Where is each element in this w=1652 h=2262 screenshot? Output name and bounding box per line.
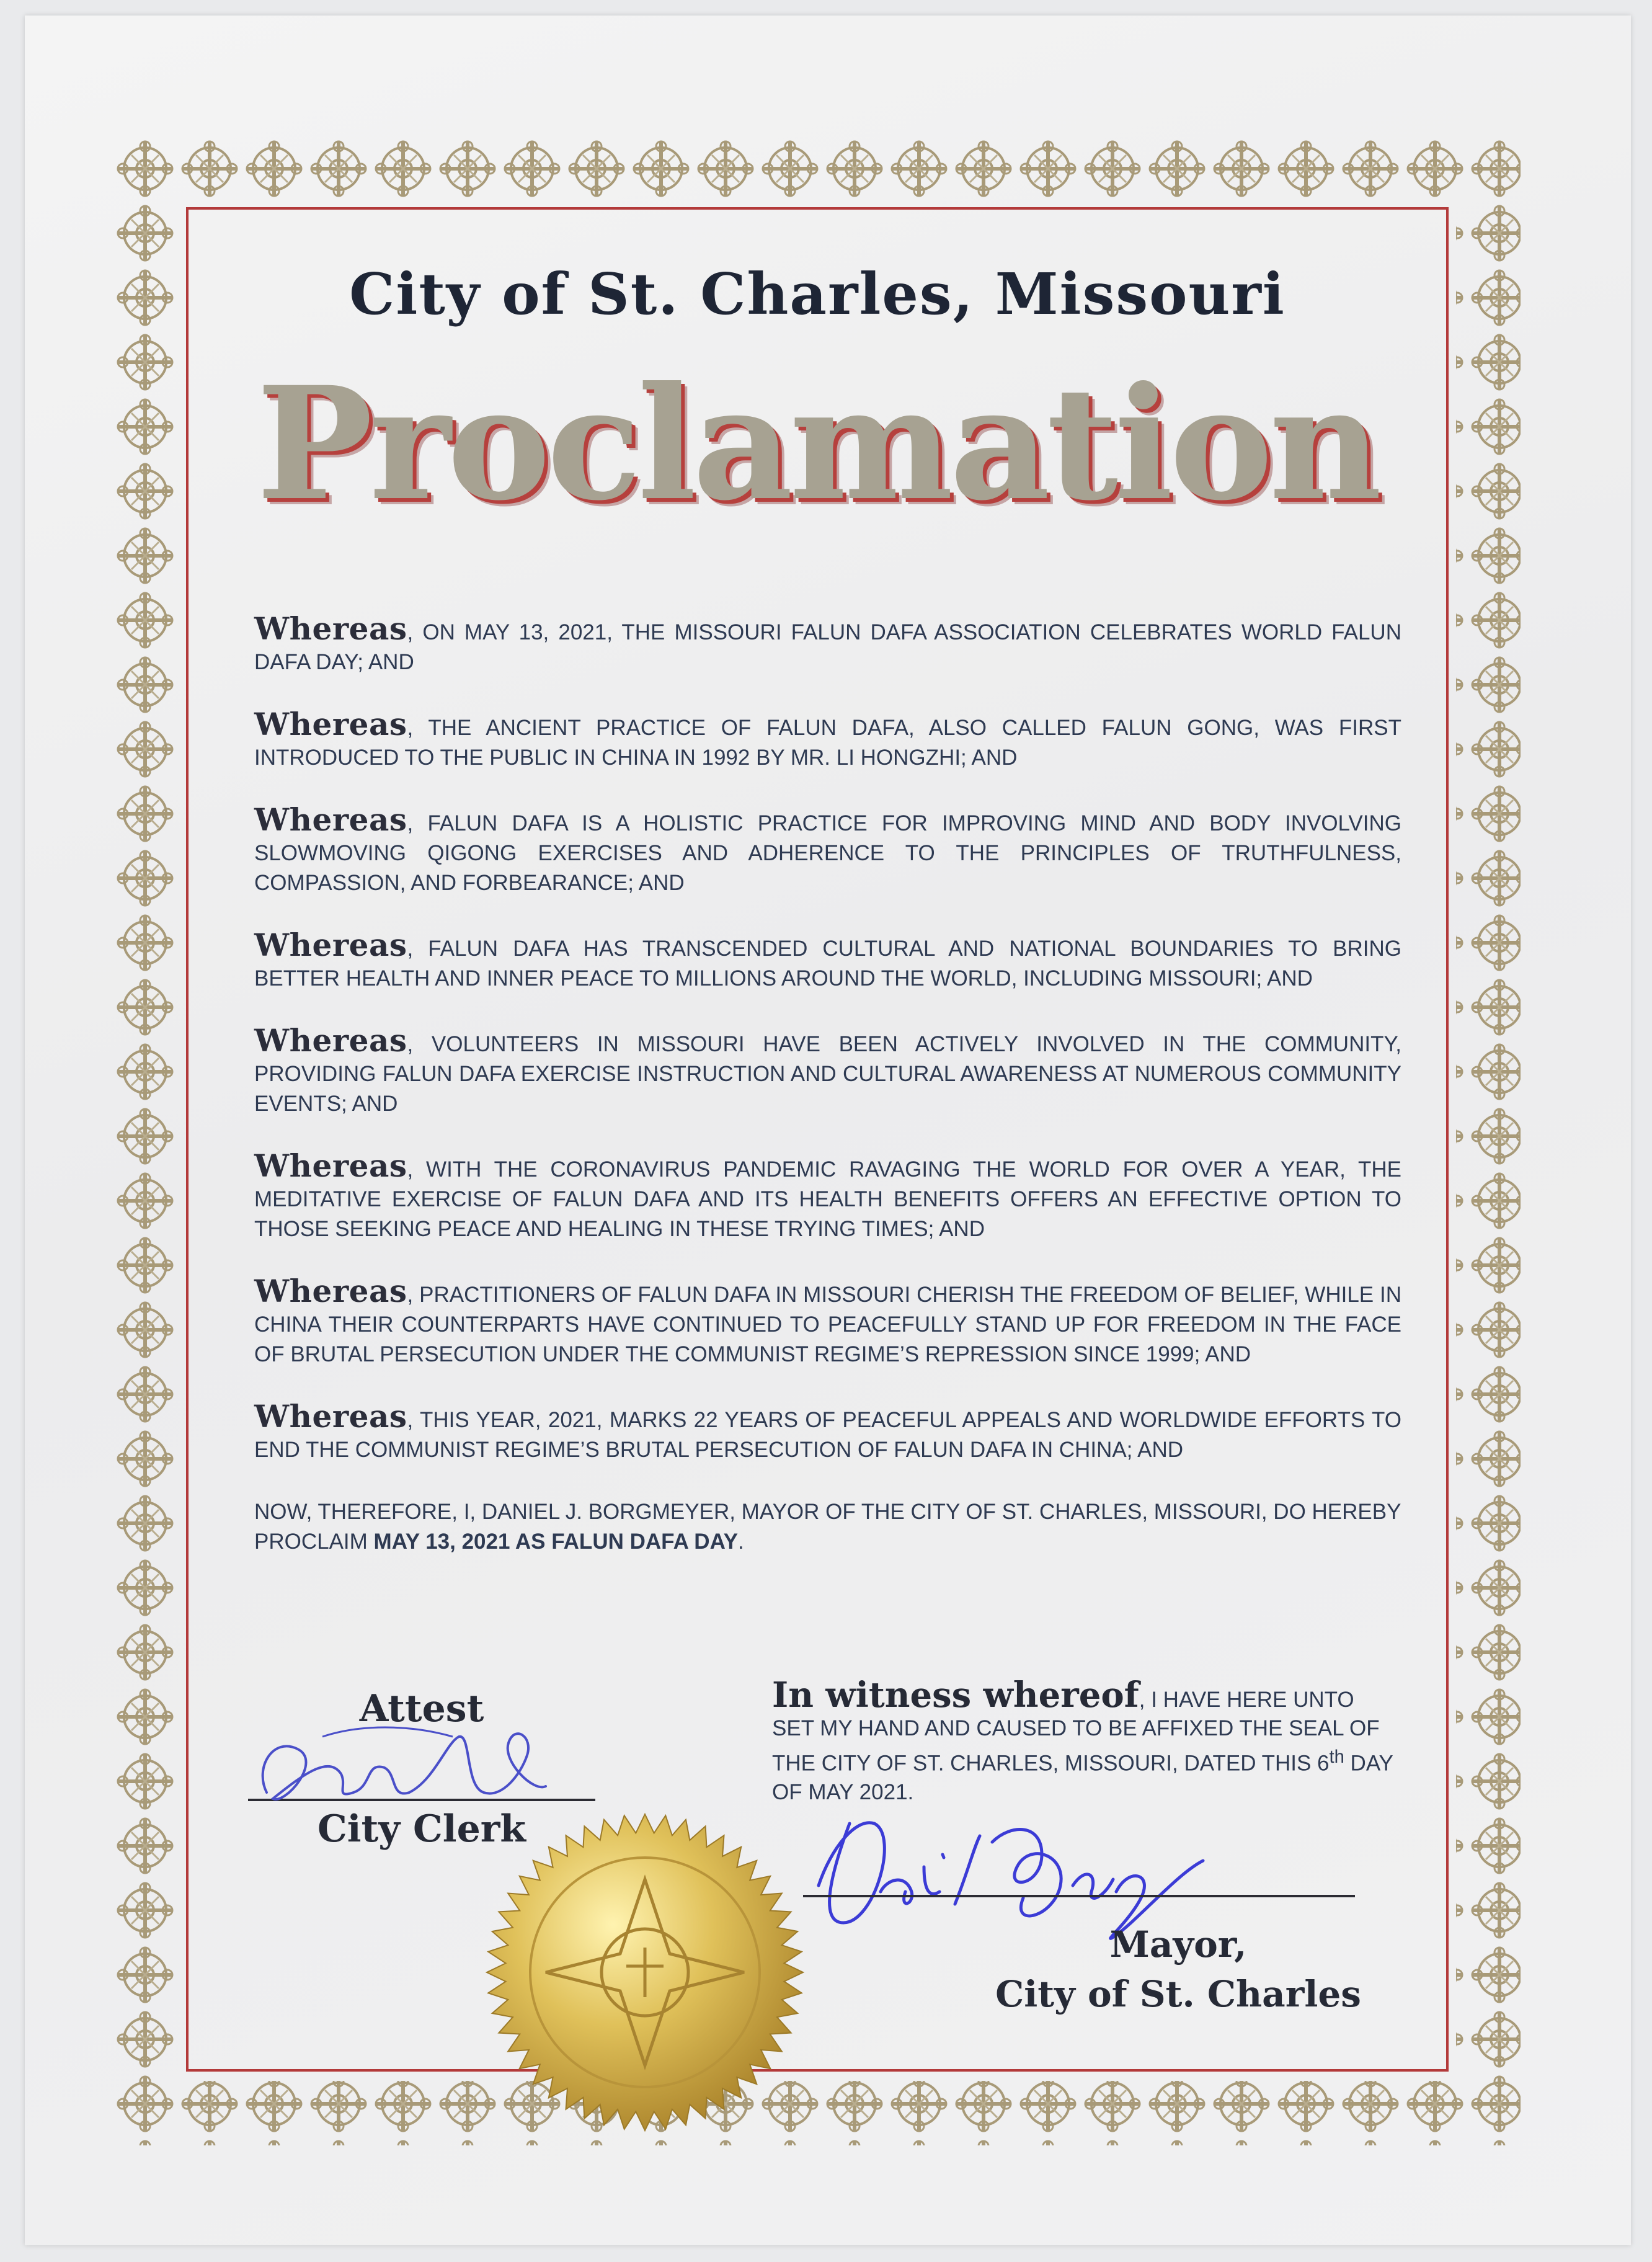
proclaim-text: NOW, THEREFORE, I, DANIEL J. BORGMEYER, MAYOR OF THE CITY OF ST. CHARLES, MISSOURI, DO HEREBY PROCLAIM <box>254 1500 1401 1554</box>
proclaim-end: . <box>737 1530 744 1554</box>
whereas-clause <box>254 1273 1401 1369</box>
proclamation-body <box>254 610 1401 1589</box>
whereas-label: Whereas <box>254 610 407 647</box>
clause-text: , PRACTITIONERS OF FALUN DAFA IN MISSOURI CHERISH THE FREEDOM OF BELIEF, WHILE IN CHINA THEIR COUNTERPARTS HAVE CONTINUED TO PEACEFULLY STAND UP FOR FREEDOM IN THE FACE OF BRUTAL PERSECUTION UNDER THE COMMUNIST REGIME’S REPRESSION SINCE 1999; AND <box>254 1283 1401 1366</box>
day-suffix: th <box>1329 1747 1344 1767</box>
whereas-label: Whereas <box>254 801 407 838</box>
proclaim-clause <box>254 1497 1401 1557</box>
witness-text: , I HAVE HERE UNTO SET MY HAND AND CAUSED TO BE AFFIXED THE SEAL OF THE CITY OF ST. CHARLES, MISSOURI, DATED THIS 6 <box>772 1688 1380 1776</box>
clerk-signature <box>248 1699 558 1830</box>
mayor-title: Mayor, <box>1109 1923 1247 1966</box>
proclaim-emphasis: MAY 13, 2021 AS FALUN DAFA DAY <box>373 1530 738 1554</box>
gold-city-seal <box>484 1811 806 2134</box>
whereas-label: Whereas <box>254 706 407 742</box>
whereas-clause <box>254 610 1401 677</box>
whereas-label: Whereas <box>254 1022 407 1059</box>
clause-text: , THE ANCIENT PRACTICE OF FALUN DAFA, ALSO CALLED FALUN GONG, WAS FIRST INTRODUCED TO THE PUBLIC IN CHINA IN 1992 BY MR. LI HONGZHI; AND <box>254 716 1401 770</box>
mayor-title-block <box>806 1920 1401 2019</box>
mayor-signature-line <box>803 1895 1355 1897</box>
mayor-city: City of St. Charles <box>995 1973 1361 2015</box>
clause-text: , WITH THE CORONAVIRUS PANDEMIC RAVAGING THE WORLD FOR OVER A YEAR, THE MEDITATIVE EXERCISE OF FALUN DAFA AND ITS HEALTH BENEFITS OFFERS AN EFFECTIVE OPTION TO THOSE SEEKING PEACE AND HEALING IN THESE TRYING TIMES; AND <box>254 1157 1401 1241</box>
clause-text: , FALUN DAFA IS A HOLISTIC PRACTICE FOR IMPROVING MIND AND BODY INVOLVING SLOWMOVING QIGONG EXERCISES AND ADHERENCE TO THE PRINCIPLES OF TRUTHFULNESS, COMPASSION, AND FORBEARANCE; AND <box>254 811 1401 895</box>
whereas-label: Whereas <box>254 927 407 963</box>
city-title: City of St. Charles, Missouri <box>349 260 1286 327</box>
witness-lead: In witness whereof <box>772 1675 1139 1716</box>
whereas-clause <box>254 1022 1401 1119</box>
clause-text: , FALUN DAFA HAS TRANSCENDED CULTURAL AND NATIONAL BOUNDARIES TO BRING BETTER HEALTH AND INNER PEACE TO MILLIONS AROUND THE WORLD, INCLUDING MISSOURI; AND <box>254 937 1401 991</box>
witness-text-end: DAY OF MAY 2021. <box>772 1751 1393 1804</box>
proclamation-title: Proclamation <box>256 352 1379 535</box>
clause-text: , VOLUNTEERS IN MISSOURI HAVE BEEN ACTIVELY INVOLVED IN THE COMMUNITY, PROVIDING FALUN DAFA EXERCISE INSTRUCTION AND CULTURAL AWARENESS AT NUMEROUS COMMUNITY EVENTS; AND <box>254 1032 1401 1116</box>
clause-text: , THIS YEAR, 2021, MARKS 22 YEARS OF PEACEFUL APPEALS AND WORLDWIDE EFFORTS TO END THE COMMUNIST REGIME’S BRUTAL PERSECUTION OF FALUN DAFA IN CHINA; AND <box>254 1408 1401 1462</box>
whereas-label: Whereas <box>254 1273 407 1309</box>
clause-text: , ON MAY 13, 2021, THE MISSOURI FALUN DAFA ASSOCIATION CELEBRATES WORLD FALUN DAFA DAY; AND <box>254 620 1401 674</box>
witness-clause <box>772 1675 1398 1807</box>
whereas-clause <box>254 801 1401 898</box>
whereas-clause <box>254 706 1401 773</box>
whereas-label: Whereas <box>254 1398 407 1435</box>
attest-label: Attest <box>359 1687 484 1730</box>
city-clerk-title: City Clerk <box>318 1807 526 1851</box>
whereas-label: Whereas <box>254 1147 407 1184</box>
whereas-clause <box>254 1147 1401 1244</box>
whereas-clause <box>254 927 1401 994</box>
whereas-clause <box>254 1398 1401 1465</box>
